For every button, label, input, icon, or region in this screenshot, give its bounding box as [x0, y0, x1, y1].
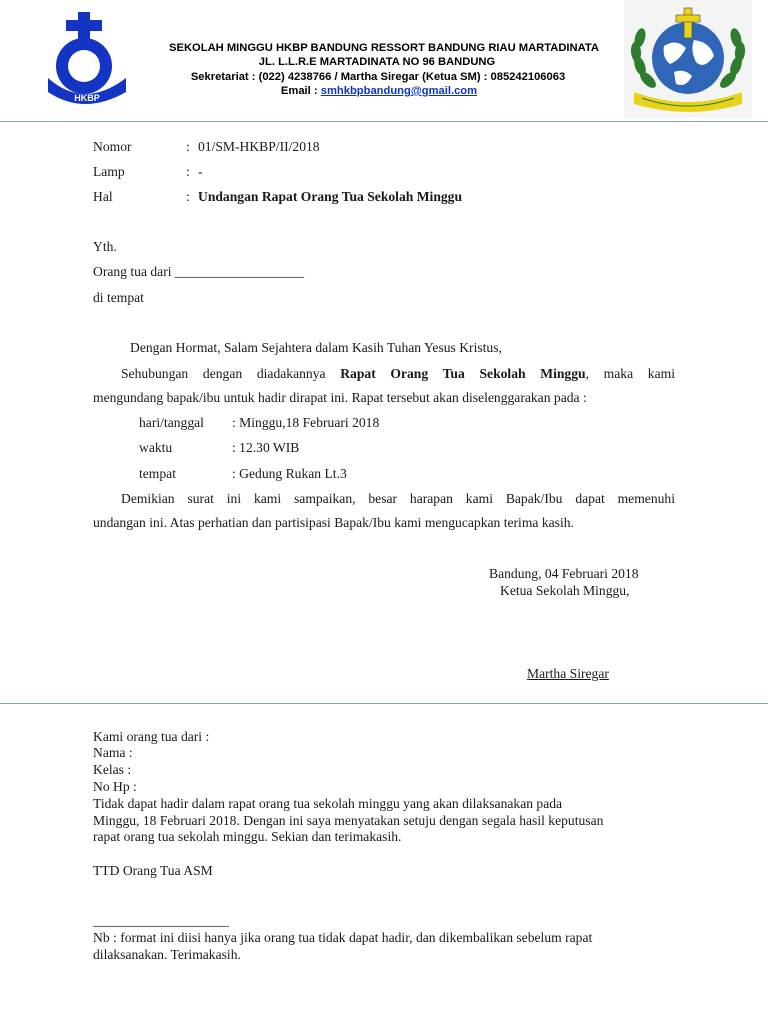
- paragraph-invitation-line1: [93, 365, 675, 382]
- p1-pre: Sehubungan dengan diadakannya: [121, 366, 341, 381]
- reply-class-field: Kelas :: [93, 762, 132, 777]
- signature-name: Martha Siregar: [527, 666, 609, 681]
- note-line1: Nb : format ini diisi hanya jika orang tua tidak dapat hadir, dan dikembalikan sebelum rapat: [93, 930, 593, 945]
- header-divider: [0, 121, 768, 122]
- greeting: Dengan Hormat, Salam Sejahtera dalam Kasih Tuhan Yesus Kristus,: [130, 340, 502, 355]
- reply-text-line3: rapat orang tua sekolah minggu. Sekian dan terimakasih.: [93, 829, 402, 844]
- detail-date-label: hari/tanggal: [139, 415, 204, 430]
- recipient-parent: Orang tua dari ___________________: [93, 264, 305, 279]
- hkbp-logo-text: HKBP: [74, 93, 100, 103]
- email-label: Email :: [280, 85, 321, 97]
- detail-place-value: : Gedung Rukan Lt.3: [232, 466, 347, 481]
- cut-divider: [0, 703, 768, 704]
- nomor-value: 01/SM-HKBP/II/2018: [198, 139, 320, 154]
- email-link[interactable]: smhkbpbandung@gmail.com: [320, 85, 478, 97]
- recipient-place: di tempat: [93, 290, 144, 305]
- p1-bold: Rapat Orang Tua Sekolah Minggu: [340, 366, 586, 381]
- reply-signature-line: ____________________: [93, 913, 229, 928]
- school-address: JL. L.L.R.E MARTADINATA NO 96 BANDUNG: [258, 56, 496, 68]
- lamp-label: Lamp: [93, 164, 125, 179]
- signature-place-date: Bandung, 04 Februari 2018: [489, 566, 639, 581]
- reply-text-line1: Tidak dapat hadir dalam rapat orang tua sekolah minggu yang akan dilaksanakan pada: [93, 796, 563, 811]
- reply-signature-label: TTD Orang Tua ASM: [93, 863, 213, 878]
- detail-time-value: : 12.30 WIB: [232, 440, 300, 455]
- recipient-yth: Yth.: [93, 239, 117, 254]
- hal-colon: :: [186, 189, 190, 204]
- detail-time-label: waktu: [139, 440, 173, 455]
- reply-name-field: Nama :: [93, 745, 133, 760]
- reply-phone-field: No Hp :: [93, 779, 137, 794]
- closing-line1: Demikian surat ini kami sampaikan, besar harapan kami Bapak/Ibu dapat memenuhi: [121, 491, 675, 506]
- hal-label: Hal: [93, 189, 113, 204]
- paragraph-invitation-line2: mengundang bapak/ibu untuk hadir dirapat ini. Rapat tersebut akan diselenggarakan pada :: [93, 390, 587, 405]
- school-name: SEKOLAH MINGGU HKBP BANDUNG RESSORT BANDUNG RIAU MARTADINATA: [169, 42, 599, 54]
- lamp-colon: :: [186, 164, 190, 179]
- closing-line2: undangan ini. Atas perhatian dan partisipasi Bapak/Ibu kami mengucapkan terima kasih.: [93, 515, 574, 530]
- email-line: [0, 85, 763, 98]
- reply-intro: Kami orang tua dari :: [93, 729, 210, 744]
- detail-date-value: : Minggu,18 Februari 2018: [232, 415, 380, 430]
- signature-title: Ketua Sekolah Minggu,: [500, 583, 630, 598]
- lamp-value: -: [198, 164, 203, 179]
- secretariat-contact: Sekretariat : (022) 4238766 / Martha Siregar (Ketua SM) : 085242106063: [190, 71, 566, 83]
- reply-text-line2: Minggu, 18 Februari 2018. Dengan ini saya menyatakan setuju dengan segala hasil keputusan: [93, 813, 604, 828]
- p1-post: , maka kami: [585, 366, 675, 381]
- detail-place-label: tempat: [139, 466, 176, 481]
- nomor-colon: :: [186, 139, 190, 154]
- nomor-label: Nomor: [93, 139, 132, 154]
- hal-value: Undangan Rapat Orang Tua Sekolah Minggu: [198, 189, 463, 204]
- note-line2: dilaksanakan. Terimakasih.: [93, 947, 241, 962]
